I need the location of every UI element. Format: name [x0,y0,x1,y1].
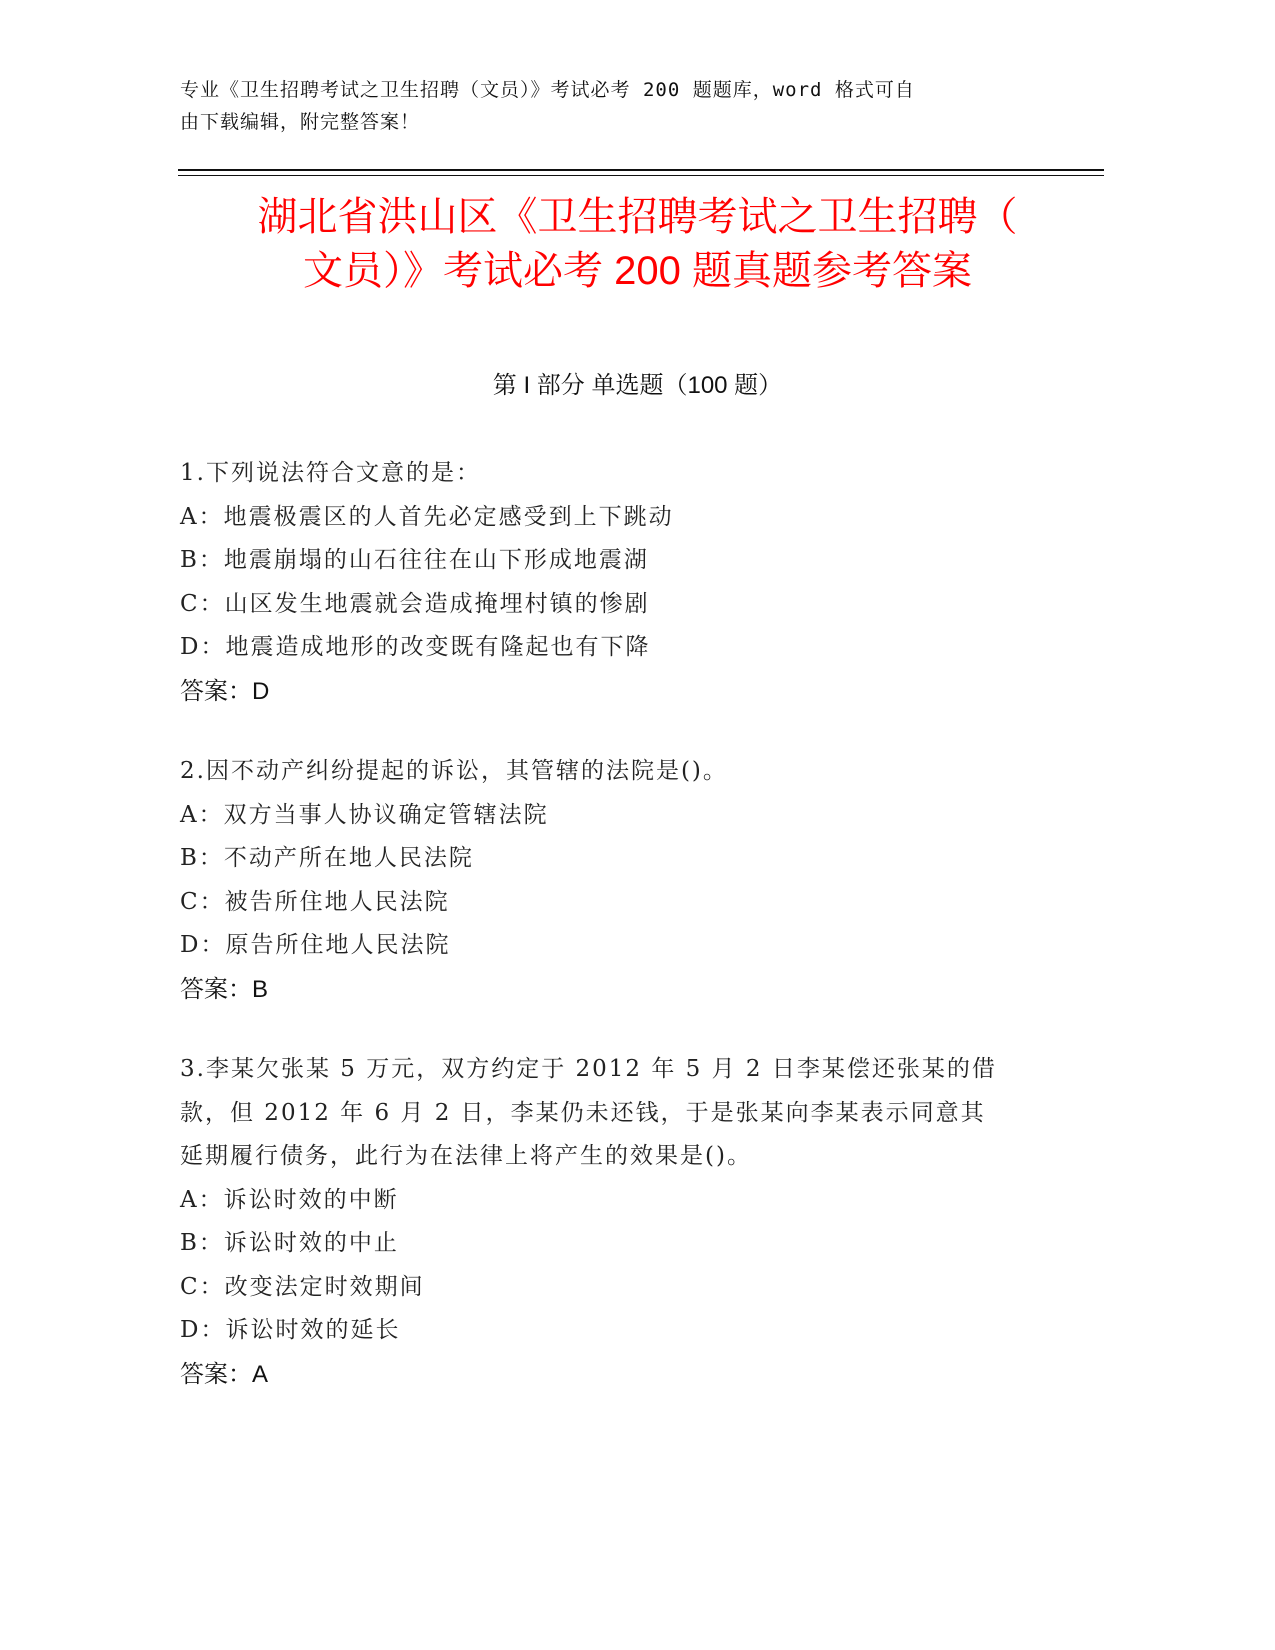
question-stem: 款，但 2012 年 6 月 2 日，李某仍未还钱，于是张某向李某表示同意其 [180,1099,986,1126]
option-c: C：山区发生地震就会造成掩埋村镇的惨剧 [180,590,650,617]
option-c: C：改变法定时效期间 [180,1273,425,1300]
header-note [180,74,1040,138]
header-note-line: 专业《卫生招聘考试之卫生招聘（文员）》考试必考 200 题题库，word 格式可自 [180,79,915,101]
option-a: A：诉讼时效的中断 [180,1186,399,1213]
option-a: A：地震极震区的人首先必定感受到上下跳动 [180,503,674,530]
question-stem: 3.李某欠张某 5 万元，双方约定于 2012 年 5 月 2 日李某偿还张某的借 [180,1056,997,1082]
option-c: C：被告所住地人民法院 [180,888,450,915]
option-d: D：诉讼时效的延长 [180,1317,401,1343]
question-1 [180,452,1060,713]
option-d: D：地震造成地形的改变既有隆起也有下降 [180,634,651,660]
question-3 [180,1048,1060,1396]
section-heading: 第 I 部分 单选题（100 题） [492,372,783,399]
answer: 答案：D [180,677,270,705]
option-a: A：双方当事人协议确定管辖法院 [180,801,549,828]
header-note-line: 由下载编辑，附完整答案！ [180,111,421,133]
option-d: D：原告所住地人民法院 [180,932,451,958]
header-divider-thin [178,175,1104,176]
question-stem: 延期履行债务，此行为在法律上将产生的效果是()。 [180,1143,752,1169]
question-list [180,452,1060,1433]
document-title [160,190,1115,298]
question-stem: 2.因不动产纠纷提起的诉讼，其管辖的法院是()。 [180,758,728,784]
option-b: B：地震崩塌的山石往往在山下形成地震湖 [180,547,649,573]
answer: 答案：B [180,975,269,1003]
answer: 答案：A [180,1360,269,1388]
option-b: B：诉讼时效的中止 [180,1230,399,1256]
title-line: 湖北省洪山区《卫生招聘考试之卫生招聘（ [257,195,1018,239]
question-2 [180,750,1060,1011]
option-b: B：不动产所在地人民法院 [180,845,474,871]
header-divider-thick [178,169,1104,171]
question-stem: 1.下列说法符合文意的是： [180,460,481,486]
title-line: 文员）》考试必考 200 题真题参考答案 [303,249,972,293]
